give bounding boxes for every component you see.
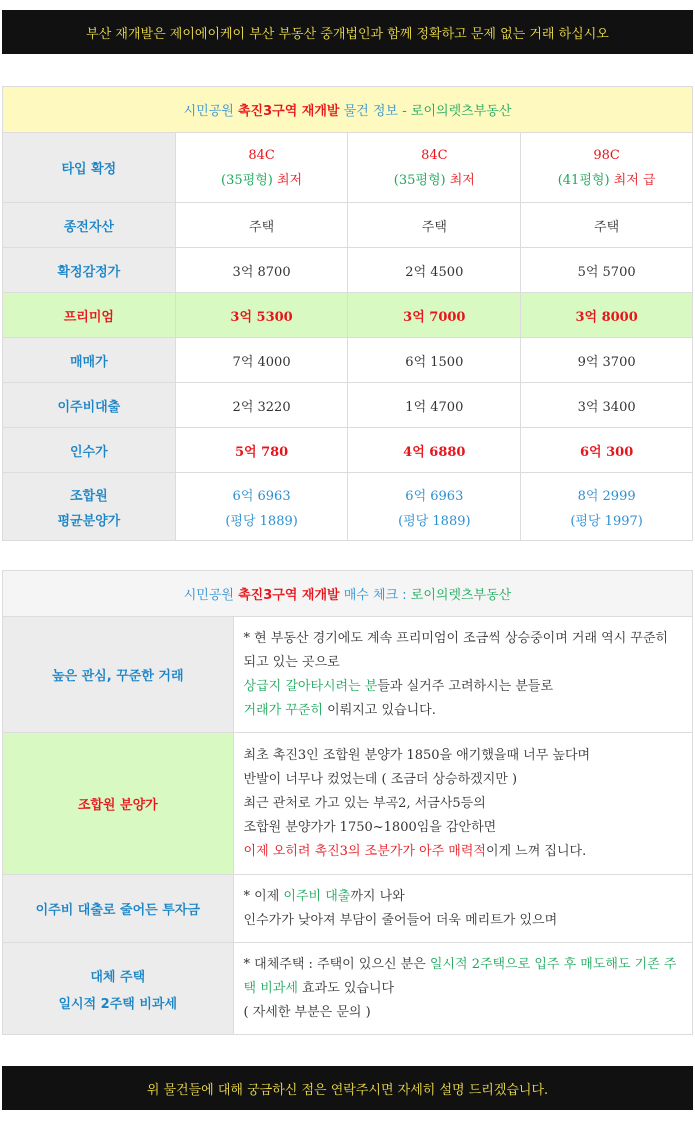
row-value: 9억 3700 [521,338,693,383]
row-text: * 대체주택 : 주택이 있으신 분은 일시적 2주택으로 입주 후 매도해도 기존 주택 비과세 효과도 있습니다 ( 자세한 부분은 문의 ) [233,943,692,1035]
row-value: 3억 3400 [521,383,693,428]
row-label: 높은 관심, 꾸준한 거래 [3,617,234,733]
relocation-loan-row [3,383,693,428]
row-value: 7억 4000 [175,338,348,383]
row-value: 2억 3220 [175,383,348,428]
property-info-table [2,86,693,541]
row-label: 확정감정가 [3,248,176,293]
interest-row [3,617,693,733]
row-label: 이주비대출 [3,383,176,428]
row-label: 이주비 대출로 줄어든 투자금 [3,875,234,943]
type-cell: 84C (35평형) 최저 [348,133,521,203]
avg-price-cell: 6억 6963 (평당 1889) [348,473,521,541]
row-value: 5억 5700 [521,248,693,293]
table2-title-row [3,571,693,617]
row-value: 6억 1500 [348,338,521,383]
row-text: * 현 부동산 경기에도 계속 프리미엄이 조금씩 상승중이며 거래 역시 꾸준히 되고 있는 곳으로 상급지 갈아타시려는 분들과 실거주 고려하시는 분들로 거래가 꾸준히 이뤄지고 있습니다. [233,617,692,733]
row-label: 조합원 분양가 [3,733,234,875]
row-value: 4억 6880 [348,428,521,473]
purchase-check-table [2,570,693,1035]
row-value: 1억 4700 [348,383,521,428]
row-label: 인수가 [3,428,176,473]
appraisal-row [3,248,693,293]
alt-housing-row [3,943,693,1035]
row-value: 6억 300 [521,428,693,473]
row-label: 매매가 [3,338,176,383]
row-value: 3억 7000 [348,293,521,338]
sale-price-row [3,338,693,383]
table2-title: 시민공원 촉진3구역 재개발 매수 체크 : 로이의렛츠부동산 [3,571,693,617]
bottom-banner [2,1066,693,1110]
row-value: 주택 [521,203,693,248]
table1-title-row [3,87,693,133]
row-value: 5억 780 [175,428,348,473]
row-value: 2억 4500 [348,248,521,293]
avg-price-cell: 8억 2999 (평당 1997) [521,473,693,541]
relocation-loan-check-row [3,875,693,943]
row-text: 최초 촉진3인 조합원 분양가 1850을 애기했을때 너무 높다며 반발이 너무나 컸었는데 ( 조금더 상승하겠지만 ) 최근 관처로 가고 있는 부곡2, 서금사5등의 조합원 분양가가 1750~1800임을 감안하면 이제 오히려 촉진3의 조분가가 아주 매력적이게 느껴 집니다. [233,733,692,875]
row-label: 종전자산 [3,203,176,248]
avg-price-row [3,473,693,541]
row-text: * 이제 이주비 대출까지 나와 인수가가 낮아져 부담이 줄어들어 더욱 메리트가 있으며 [233,875,692,943]
type-label: 타입 확정 [3,133,176,203]
row-label: 프리미엄 [3,293,176,338]
row-value: 3억 8000 [521,293,693,338]
top-banner-text: 부산 재개발은 제이에이케이 부산 부동산 중개법인과 함께 정확하고 문제 없는 거래 하십시오 [86,26,609,42]
member-price-row [3,733,693,875]
bottom-banner-text: 위 물건들에 대해 궁금하신 점은 연락주시면 자세히 설명 드리겠습니다. [146,1082,549,1098]
row-label: 대체 주택 일시적 2주택 비과세 [3,943,234,1035]
premium-row [3,293,693,338]
type-row [3,133,693,203]
acquisition-price-row [3,428,693,473]
row-value: 주택 [348,203,521,248]
avg-price-label: 조합원 평균분양가 [3,473,176,541]
avg-price-cell: 6억 6963 (평당 1889) [175,473,348,541]
row-value: 3억 8700 [175,248,348,293]
prior-asset-row [3,203,693,248]
row-value: 3억 5300 [175,293,348,338]
type-cell: 84C (35평형) 최저 [175,133,348,203]
top-banner [2,10,693,54]
table1-title: 시민공원 촉진3구역 재개발 물건 정보 - 로이의렛츠부동산 [3,87,693,133]
type-cell: 98C (41평형) 최저 급 [521,133,693,203]
row-value: 주택 [175,203,348,248]
